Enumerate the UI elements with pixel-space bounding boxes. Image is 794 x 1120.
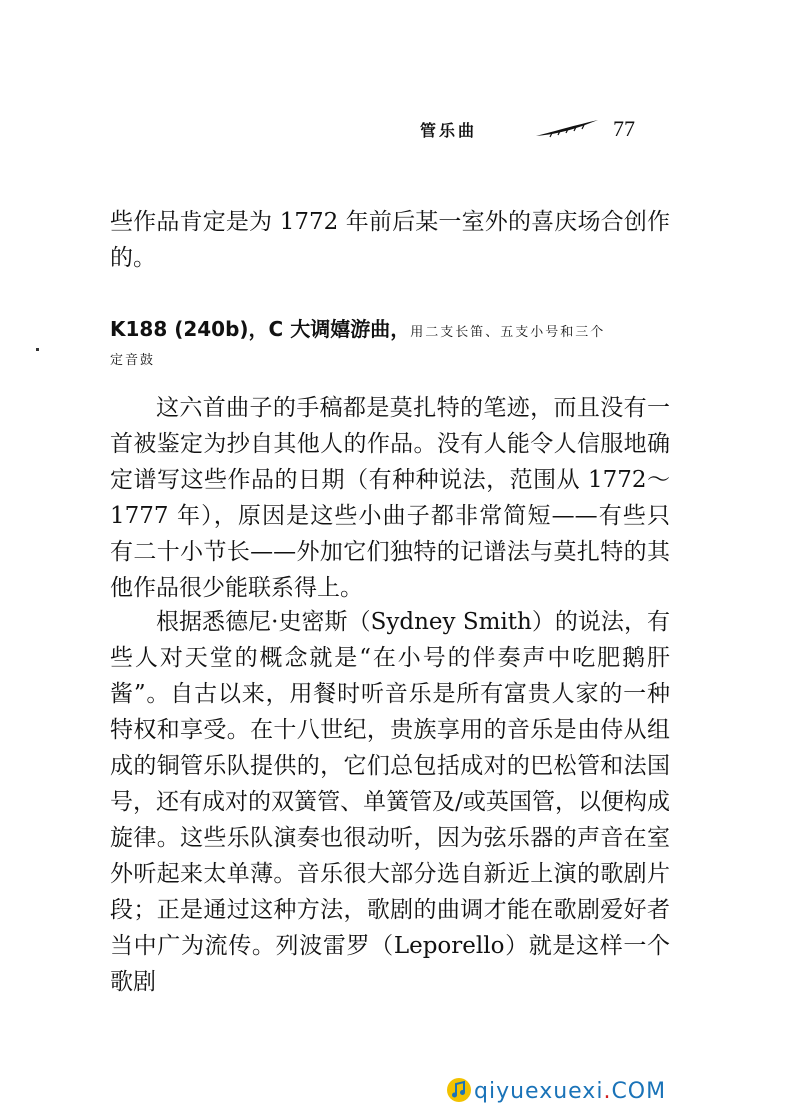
page-number: 77 [613,116,635,141]
section-heading-instrumentation: 用二支长笛、五支小号和三个 [410,325,606,340]
section-heading-title: K188 (240b)，C 大调嬉游曲， [110,317,411,341]
site-watermark [446,1077,666,1104]
body-paragraph: 这六首曲子的手稿都是莫扎特的笔迹，而且没有一首被鉴定为抄自其他人的作品。没有人能令人信服地确定谱写这些作品的日期（有种种说法，范围从 1772～1777 年），原因是这些小曲子都非常简短——有些只有二十小节长——外加它们独特的记谱法与莫扎特的其他作品很少能联系得上。 [110,395,670,601]
quill-ornament-icon [532,118,602,140]
running-header-title: 管乐曲 [420,121,478,140]
running-header [420,116,680,146]
intro-paragraph: 些作品肯定是为 1772 年前后某一室外的喜庆场合创作的。 [110,209,670,271]
section-heading [110,316,680,374]
body-paragraph: 根据悉德尼·史密斯（Sydney Smith）的说法，有些人对天堂的概念就是“在小号的伴奏声中吃肥鹅肝酱”。自古以来，用餐时听音乐是所有富贵人家的一种特权和享受。在十八世纪，贵族享用的音乐是由侍从组成的铜管乐队提供的，它们总包括成对的巴松管和法国号，还有成对的双簧管、单簧管及/或英国管，以便构成旋律。这些乐队演奏也很动听，因为弦乐器的声音在室外听起来太单薄。音乐很大部分选自新近上演的歌剧片段；正是通过这种方法，歌剧的曲调才能在歌剧爱好者当中广为流传。列波雷罗（Leporello）就是这样一个歌剧 [110,609,670,995]
margin-mark [36,348,39,351]
watermark-tld: COM [611,1079,667,1104]
watermark-dot: . [603,1079,612,1104]
section-heading-instrumentation-cont: 定音鼓 [110,353,156,368]
music-note-logo-icon [446,1077,472,1103]
watermark-domain: qiyuexuexi [474,1079,604,1104]
